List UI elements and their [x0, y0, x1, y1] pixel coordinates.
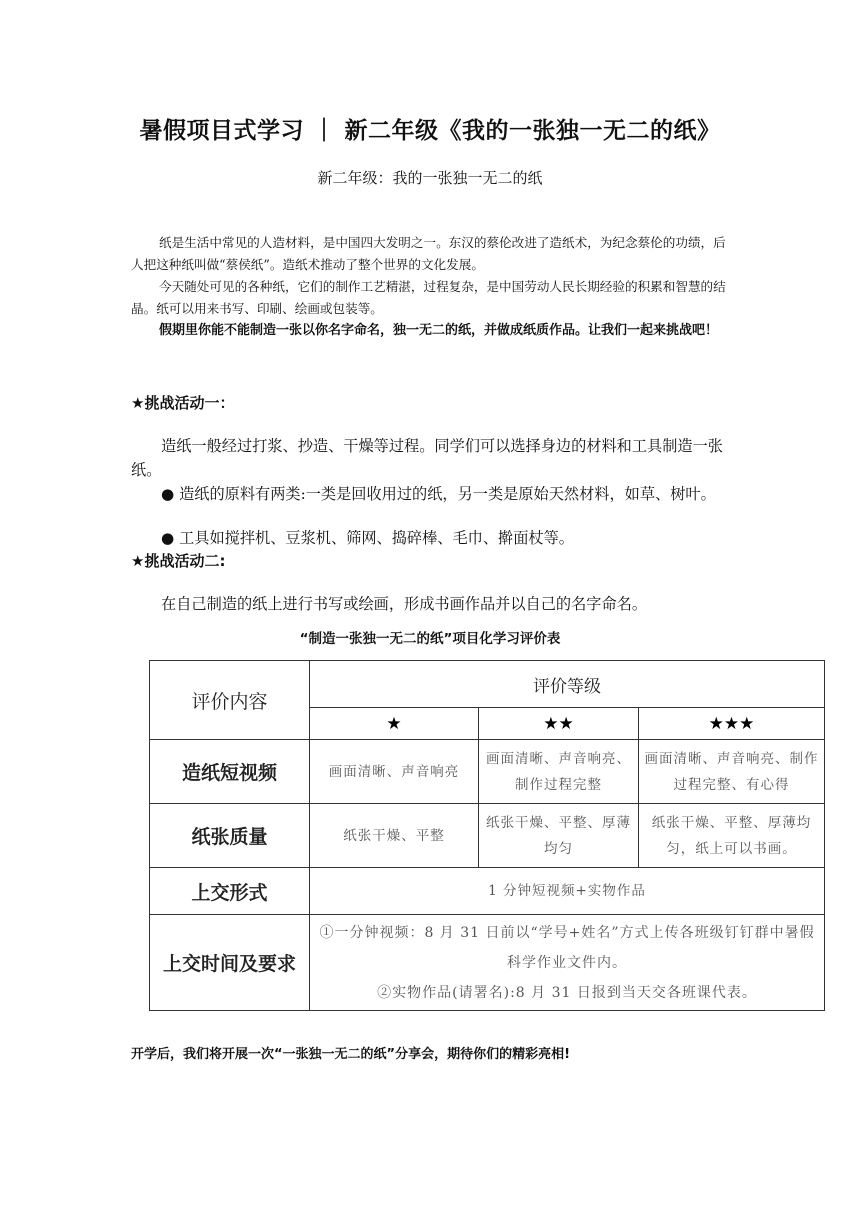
intro-paragraph-2: 今天随处可见的各种纸，它们的制作工艺精湛，过程复杂，是中国劳动人民长期经验的积累和智慧的结晶。纸可以用来书写、印刷、绘画或包装等。: [131, 279, 726, 316]
activity-1-heading: ★挑战活动一：: [131, 394, 235, 412]
submit-form-value: 1 分钟短视频+实物作品: [310, 868, 825, 915]
grade-one-star: ★: [310, 708, 479, 740]
video-three-star-cell: 画面清晰、声音响亮、制作过程完整、有心得: [639, 740, 825, 804]
grade-two-star: ★★: [479, 708, 639, 740]
video-one-star-cell: 画面清晰、声音响亮: [310, 740, 479, 804]
activity-1-bullet-1: ● 造纸的原料有两类:一类是回收用过的纸，另一类是原始天然材料，如草、树叶。: [161, 485, 716, 503]
submit-time-cell: [310, 915, 825, 1011]
activity-1-text: 造纸一般经过打浆、抄造、干燥等过程。同学们可以选择身边的材料和工具制造一张纸。: [131, 437, 723, 479]
activity-2-heading: ★挑战活动二:: [131, 552, 226, 570]
quality-three-star-cell: 纸张干燥、平整、厚薄均匀，纸上可以书画。: [639, 804, 825, 868]
submit-time-line-2: ②实物作品(请署名):8 月 31 日报到当天交各班课代表。: [377, 984, 757, 1001]
intro-paragraph-1: 纸是生活中常见的人造材料，是中国四大发明之一。东汉的蔡伦改进了造纸术，为纪念蔡伦的功绩，后人把这种纸叫做“蔡侯纸”。造纸术推动了整个世界的文化发展。: [131, 235, 726, 272]
row-label-submit-time: 上交时间及要求: [150, 915, 310, 1011]
evaluation-table: [149, 660, 825, 1011]
activity-1-bullet-2: ● 工具如搅拌机、豆浆机、筛网、捣碎棒、毛巾、擀面杖等。: [161, 529, 574, 547]
table-title: “制造一张独一无二的纸”项目化学习评价表: [299, 631, 561, 647]
row-label-quality: 纸张质量: [150, 804, 310, 868]
footer-note: 开学后，我们将开展一次“一张独一无二的纸”分享会，期待你们的精彩亮相!: [131, 1047, 571, 1062]
row-label-video: 造纸短视频: [150, 740, 310, 804]
quality-one-star-cell: 纸张干燥、平整: [310, 804, 479, 868]
row-label-submit-form: 上交形式: [150, 868, 310, 915]
header-content-cell: 评价内容: [150, 661, 310, 740]
submit-time-line-1: ①一分钟视频：8 月 31 日前以“学号+姓名”方式上传各班级钉钉群中暑假科学作业文件内。: [319, 924, 815, 971]
intro-paragraph-3: 假期里你能不能制造一张以你名字命名，独一无二的纸，并做成纸质作品。让我们一起来挑战吧！: [159, 323, 719, 338]
header-grade-cell: 评价等级: [310, 661, 825, 708]
video-two-star-cell: 画面清晰、声音响亮、 制作过程完整: [479, 740, 639, 804]
activity-2-text: 在自己制造的纸上进行书写或绘画，形成书画作品并以自己的名字命名。: [161, 595, 647, 613]
quality-two-star-cell: 纸张干燥、平整、厚薄均匀: [479, 804, 639, 868]
page-title: 暑假项目式学习 ｜ 新二年级《我的一张独一无二的纸》: [139, 118, 721, 144]
page-subtitle: 新二年级：我的一张独一无二的纸: [317, 169, 543, 187]
grade-three-star: ★★★: [639, 708, 825, 740]
